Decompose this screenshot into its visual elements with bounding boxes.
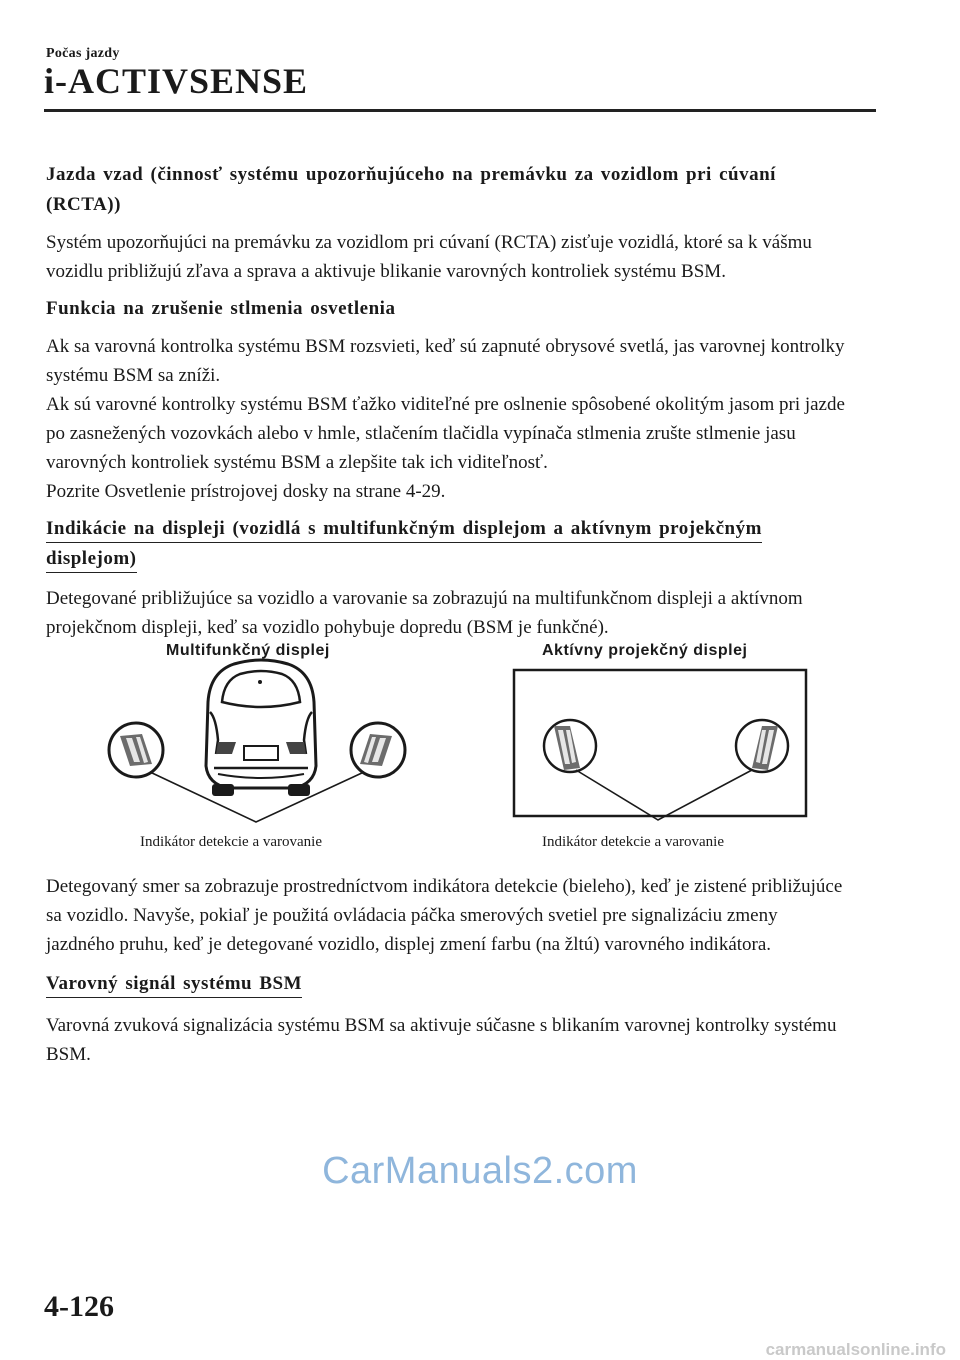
bsm-signal-paragraph: Varovná zvuková signalizácia systému BSM sa aktivuje súčasne s blikaním varovnej kontrolky systému BSM. xyxy=(46,1015,837,1065)
page-title: i-ACTIVSENSE xyxy=(44,61,309,101)
right-figure-caption: Indikátor detekcie a varovanie xyxy=(542,834,724,850)
figure-illustration xyxy=(46,642,846,864)
page-number: 4-126 xyxy=(44,1290,114,1323)
bsm-signal-heading: Varovný signál systému BSM xyxy=(46,973,302,998)
dimming-heading: Funkcia na zrušenie stlmenia osvetlenia xyxy=(46,298,396,319)
multifunction-display-title: Multifunkčný displej xyxy=(166,642,330,659)
projection-right-indicator-icon xyxy=(736,720,788,772)
projection-left-indicator-icon xyxy=(544,720,596,772)
dimming-paragraph-2: Ak sú varovné kontrolky systému BSM ťažko viditeľné pre oslnenie spôsobené okolitým jasom pri jazde po zasnežených vozovkách alebo v hmle, stlačením tlačidla vypínača stlmenia zrušte stlmenie jasu varovných kontroliek systému BSM a zlepšite tak ich viditeľnosť. xyxy=(46,394,845,473)
bsm-signal-heading-wrap xyxy=(46,969,846,999)
rcta-paragraph: Systém upozorňujúci na premávku za vozidlom pri cúvaní (RCTA) zisťuje vozidlá, ktoré sa k vášmu vozidlu približujú zľava a sprava a aktivuje blikanie varovných kontroliek systému BSM. xyxy=(46,232,812,282)
display-paragraph: Detegované približujúce sa vozidlo a varovanie sa zobrazujú na multifunkčnom displeji a aktívnom projekčnom displeji, keď sa vozidlo pohybuje dopredu (BSM je funkčné). xyxy=(46,588,803,638)
left-figure-caption: Indikátor detekcie a varovanie xyxy=(140,834,322,850)
watermark-text: CarManuals2.com xyxy=(322,1150,638,1192)
header-divider xyxy=(44,109,876,112)
display-heading-wrap xyxy=(46,514,846,574)
page-content xyxy=(46,160,846,1069)
active-projection-display-title: Aktívny projekčný displej xyxy=(542,642,748,659)
dimming-reference: Pozrite Osvetlenie prístrojovej dosky na strane 4-29. xyxy=(46,481,446,502)
dimming-paragraph-1: Ak sa varovná kontrolka systému BSM rozsvieti, keď sú zapnuté obrysové svetlá, jas varovnej kontrolky systému BSM sa zníži. xyxy=(46,336,845,386)
car-rear-icon xyxy=(206,660,316,796)
display-figure xyxy=(46,642,846,864)
site-watermark: carmanualsonline.info xyxy=(765,1340,946,1359)
section-label: Počas jazdy xyxy=(46,46,120,61)
indicator-description: Detegovaný smer sa zobrazuje prostredníctvom indikátora detekcie (bieleho), keď je zistené približujúce sa vozidlo. Navyše, pokiaľ je použitá ovládacia páčka smerových svetiel pre signalizáciu zmeny jazdného pruhu, keď je detegované vozidlo, displej zmení farbu (na žltú) varovného indikátora. xyxy=(46,876,843,955)
display-heading: Indikácie na displeji (vozidlá s multifunkčným displejom a aktívnym projekčným displejom) xyxy=(46,518,762,573)
rcta-heading: Jazda vzad (činnosť systému upozorňujúceho na premávku za vozidlom pri cúvaní (RCTA)) xyxy=(46,164,776,215)
left-detection-indicator-icon xyxy=(109,723,163,777)
right-detection-indicator-icon xyxy=(351,723,405,777)
